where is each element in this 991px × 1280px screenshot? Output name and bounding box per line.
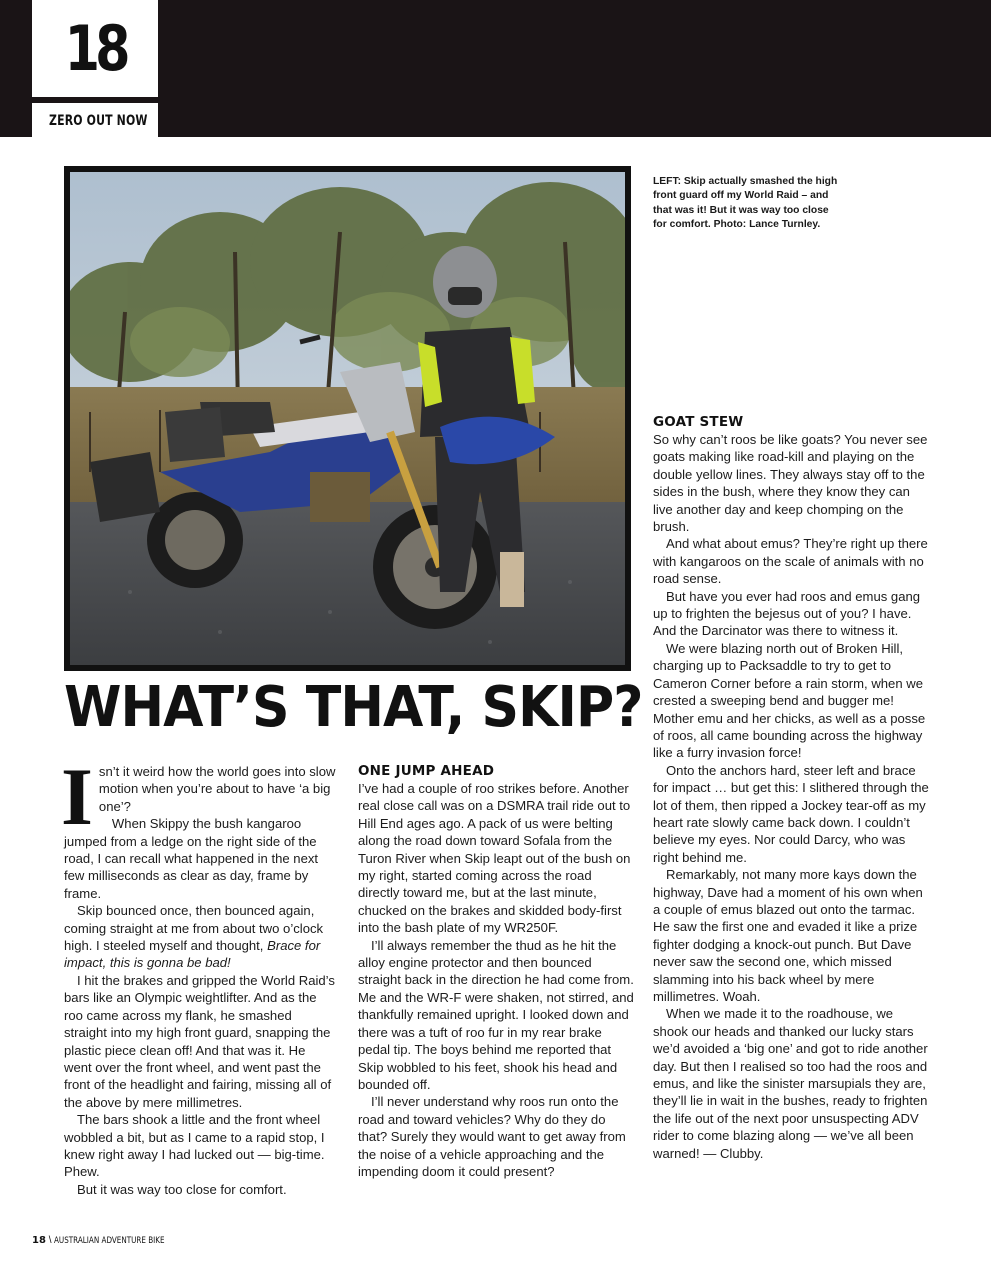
section-tag <box>32 103 158 137</box>
paragraph: We were blazing north out of Broken Hill, charging up to Packsaddle to try to get to Cameron Corner before a rain storm, when we crested a sweeping bend and bugger me! Mother emu and her chicks, as well as a posse of roos, all came bounding across the highway like a furry invasion force! <box>653 640 926 761</box>
paragraph: I’ve had a couple of roo strikes before. Another real close call was on a DSMRA trail ride out to Hill End ages ago. A pack of us were belting along the road down toward Sofala from the Turon River when Skip leapt out of the bush on my right, started coming across the road directly toward me, but at the last minute, chucked on the brakes and skidded body-first into the bash plate of my WR250F. <box>358 781 631 936</box>
paragraph: When we made it to the roadhouse, we shook our heads and thanked our lucky stars we’d avoided a ‘big one’ and got to ride another day. But then I realised so too had the roos and emus, and like the sinister marsupials they are, they’ll lie in wait in the bushes, ready to frighten the life out of the next poor unsuspecting ADV rider to come blazing along — we’ve all been warned! — Clubby. <box>653 1006 928 1161</box>
paragraph: Skip bounced once, then bounced again, coming straight at me from about two o’clock high. I steeled myself and thought, Brace for impact, this is gonna be bad! <box>64 903 324 971</box>
footer-publication: AUSTRALIAN ADVENTURE BIKE <box>54 1236 165 1246</box>
paragraph: When Skippy the bush kangaroo jumped from a ledge on the right side of the road, I can recall what happened in the next few milliseconds as clear as day, frame by frame. <box>64 816 319 901</box>
paragraph: Isn’t it weird how the world goes into slow motion when you’re about to have ‘a big one’? <box>61 751 336 842</box>
paragraph: And what about emus? They’re right up there with kangaroos on the scale of animals with no road sense. <box>653 536 928 587</box>
section-heading: ONE JUMP AHEAD <box>358 763 495 779</box>
motorbike-rider-photo <box>70 172 625 665</box>
paragraph: I’ll never understand why roos run onto the road and toward vehicles? Why do they do that? Surely they would want to get away from the noise of a vehicle approaching and the impending doom it could present? <box>358 1094 626 1179</box>
paragraph: The bars shook a little and the front wheel wobbled a bit, but as I came to a rapid stop, I knew right away I had lucked out — big-time. Phew. <box>64 1112 325 1180</box>
paragraph: So why can’t roos be like goats? You never see goats making like road-kill and playing on the double yellow lines. They always stay off to the sides in the bush, where they know they can live another day and keep chomping on the brush. <box>653 432 928 535</box>
paragraph: I hit the brakes and gripped the World Raid’s bars like an Olympic weightlifter. And as the roo came across my flank, he smashed straight into my high front guard, snapping the plastic piece clean off! And that was it. He went over the front wheel, and went past the front of the headlight and fairing, missing all of the above by mere millimetres. <box>64 972 335 1110</box>
footer-page-number: 18 <box>32 1235 46 1246</box>
article-column-3 <box>653 414 929 1162</box>
photo-frame <box>64 166 631 671</box>
paragraph: I’ll always remember the thud as he hit the alloy engine protector and then bounced straight back in the direction he had come from. Me and the WR-F were shaken, not stirred, and thankfully remained upright. I looked down and there was a tuft of roo fur in my rear brake pedal tip. The boys behind me reported that Skip wobbled to his feet, shook his head and bounded off. <box>358 937 634 1092</box>
paragraph: But it was way too close for comfort. <box>77 1181 287 1197</box>
footer-separator: \ <box>48 1235 52 1246</box>
headline-text: WHAT’S THAT, SKIP? <box>64 675 643 740</box>
page-number: 18 <box>64 11 126 85</box>
article-column-1 <box>61 751 336 1198</box>
paragraph: Onto the anchors hard, steer left and brace for impact … but get this: I slithered through the lot of them, then ripped a Jockey tear-off as my heart rate slowly came back down. I couldn’t believe my eyes. Nor could Darcy, who was right behind me. <box>653 762 929 865</box>
paragraph: Remarkably, not many more kays down the highway, Dave had a moment of his own when a couple of emus blazed out onto the tarmac. He saw the first one and evaded it like a prize fighter dodging a knock-out punch. But Dave never saw the second one, which missed slamming into his back wheel by mere millimetres. Woah. <box>653 867 923 1004</box>
section-heading: GOAT STEW <box>653 414 744 430</box>
article-column-2 <box>358 763 636 1180</box>
caption-label: LEFT: <box>653 176 682 187</box>
section-label: ZERO OUT NOW <box>49 113 148 129</box>
article-headline <box>64 675 704 750</box>
caption-text: Skip actually smashed the high front guard off my World Raid – and that was it! But it was way too close for comfort. Photo: Lance Turnley. <box>653 176 838 230</box>
page-footer <box>32 1235 193 1246</box>
photo-caption <box>653 175 845 232</box>
drop-cap: I <box>61 751 93 842</box>
paragraph: But have you ever had roos and emus gang up to frighten the bejesus out of you? I have. And the Darcinator was there to witness it. <box>653 588 921 639</box>
page-number-box <box>32 0 158 97</box>
